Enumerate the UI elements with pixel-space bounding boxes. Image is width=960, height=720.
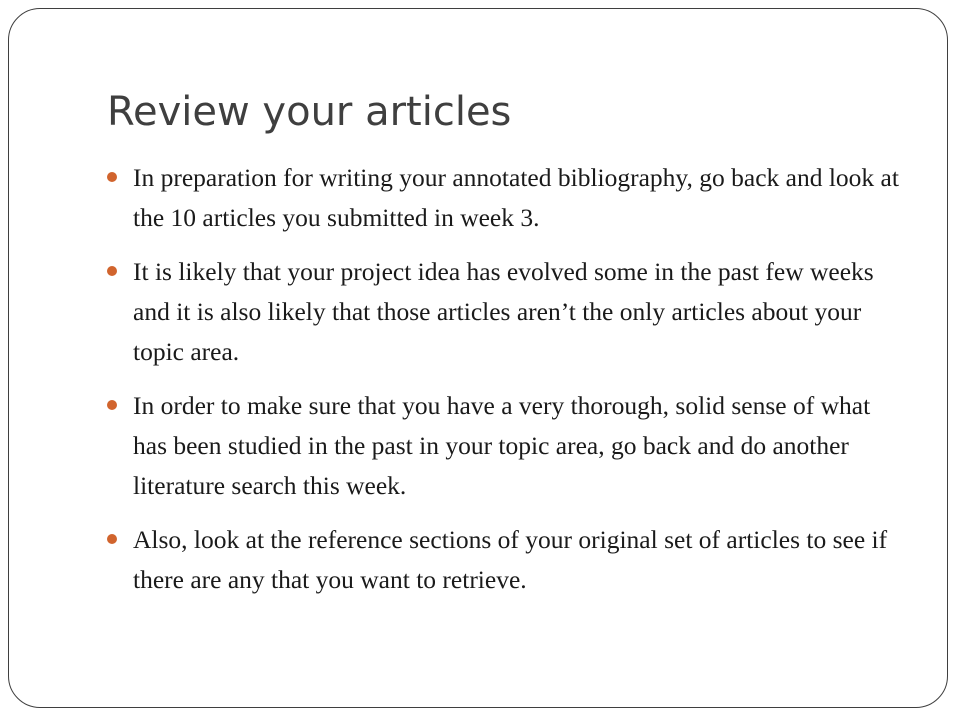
bullet-text: In preparation for writing your annotated bibliography, go back and look at the 10 articles you submitted in week 3. [133, 163, 899, 232]
bullet-list [107, 158, 907, 614]
bullet-item-1 [107, 158, 907, 238]
bullet-dot-icon [107, 266, 117, 276]
bullet-dot-icon [107, 400, 117, 410]
bullet-item-3 [107, 386, 907, 506]
bullet-text: Also, look at the reference sections of your original set of articles to see if there are any that you want to retrieve. [133, 525, 888, 594]
bullet-text: It is likely that your project idea has evolved some in the past few weeks and it is also likely that those articles aren’t the only articles about your topic area. [133, 257, 874, 366]
bullet-dot-icon [107, 534, 117, 544]
bullet-item-4 [107, 520, 907, 600]
bullet-item-2 [107, 252, 907, 372]
bullet-text: In order to make sure that you have a very thorough, solid sense of what has been studied in the past in your topic area, go back and do another literature search this week. [133, 391, 871, 500]
slide-title: Review your articles [107, 89, 512, 135]
bullet-dot-icon [107, 172, 117, 182]
